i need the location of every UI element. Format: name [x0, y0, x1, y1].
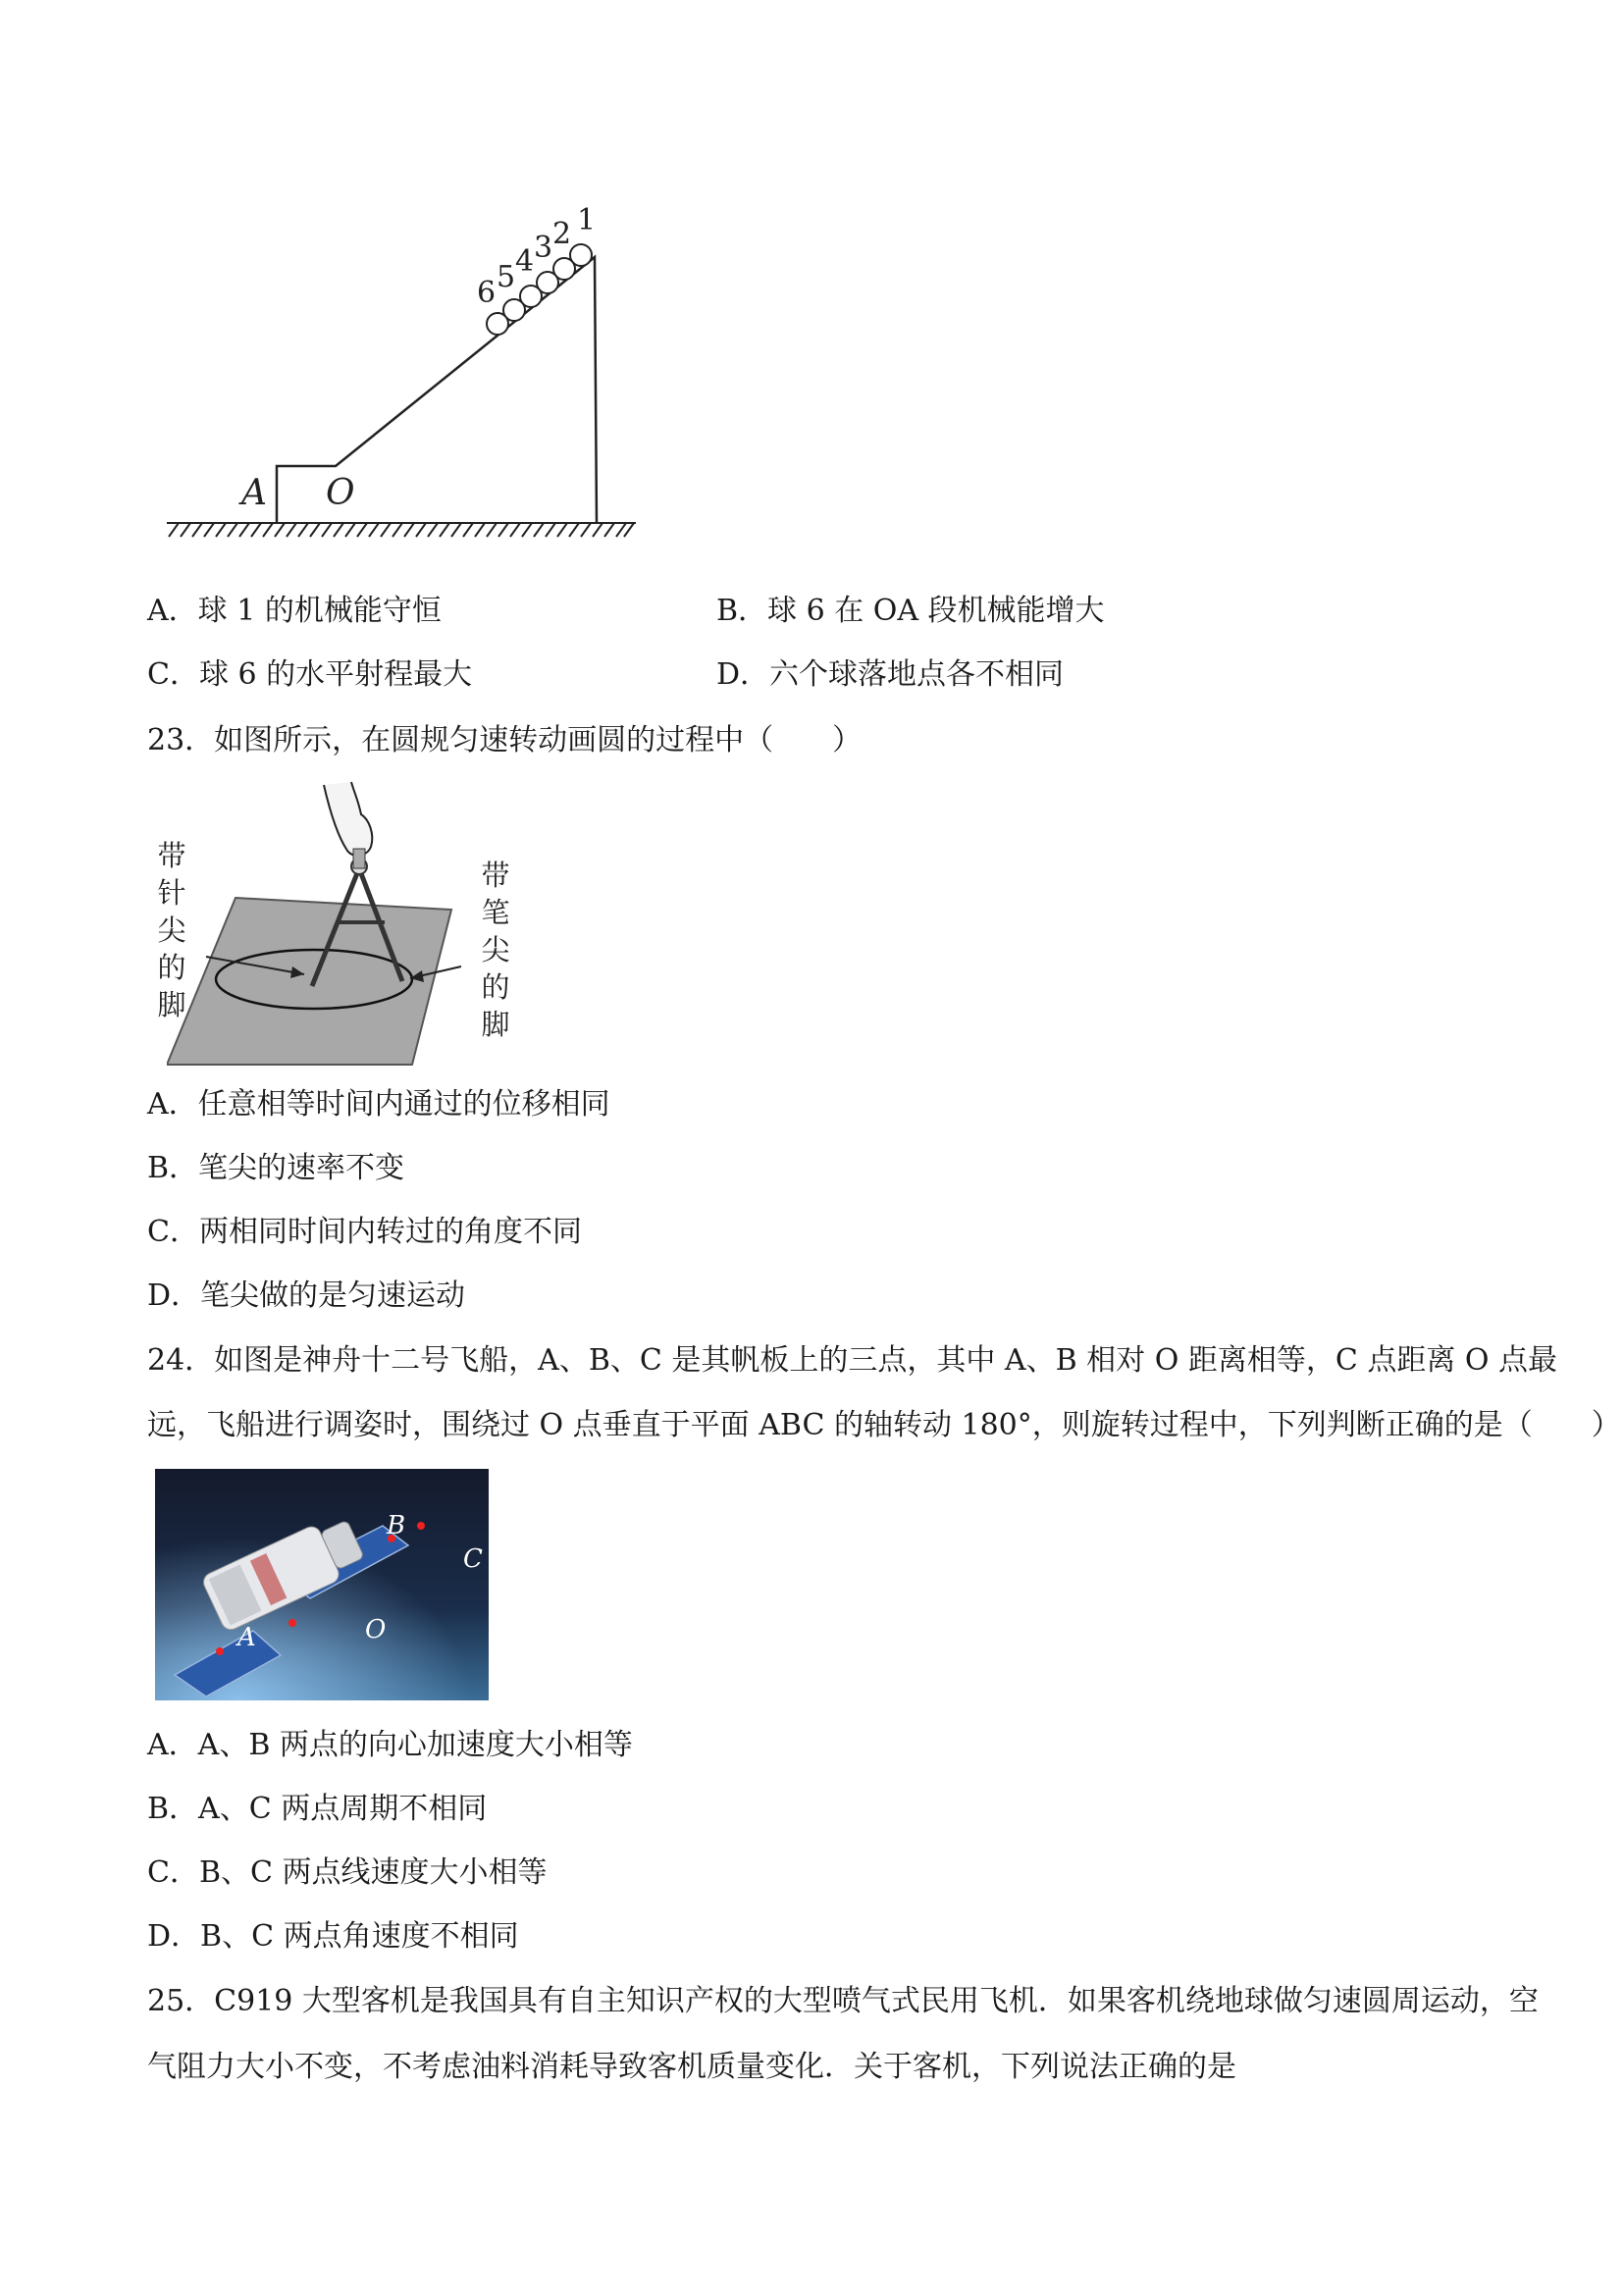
q25-stem-line-2: 气阻力大小不变，不考虑油料消耗导致客机质量变化．关于客机，下列说法正确的是	[147, 2050, 1236, 2084]
compass-handle	[353, 849, 365, 868]
ball-label-3: 3	[534, 231, 553, 265]
pen-foot-label	[479, 857, 512, 1043]
point-label-A: A	[241, 473, 267, 513]
ball-label-4: 4	[515, 244, 535, 279]
pen-label-char: 的	[481, 970, 510, 1004]
q23-stem: 23．如图所示，在圆规匀速转动画圆的过程中（ ）	[147, 723, 863, 757]
q23-option-c: C．两相同时间内转过的角度不同	[147, 1215, 582, 1249]
needle-label-char: 尖	[157, 913, 186, 947]
paper-sheet	[167, 898, 451, 1065]
pen-label-char: 笔	[481, 896, 510, 929]
q22-option-b: B．球 6 在 OA 段机械能增大	[716, 594, 1105, 628]
needle-label-char: 的	[157, 951, 186, 984]
incline-balls-figure	[157, 206, 648, 549]
point-A-marker	[216, 1647, 224, 1655]
q24-stem-line-2: 远，飞船进行调姿时，围绕过 O 点垂直于平面 ABC 的轴转动 180°，则旋转过程中，下列判断正确的是（ ）	[147, 1408, 1621, 1442]
hand-outline	[324, 782, 372, 856]
q25-stem-line-1: 25．C919 大型客机是我国具有自主知识产权的大型喷气式民用飞机．如果客机绕地球做匀速圆周运动，空	[147, 1984, 1539, 2018]
q23-option-b: B．笔尖的速率不变	[147, 1151, 405, 1185]
q24-option-c: C．B、C 两点线速度大小相等	[147, 1855, 548, 1890]
q22-option-c: C．球 6 的水平射程最大	[147, 657, 473, 692]
q24-option-d: D．B、C 两点角速度不相同	[147, 1919, 519, 1954]
compass-figure	[167, 780, 471, 1074]
pen-label-char: 脚	[481, 1008, 510, 1041]
needle-label-char: 脚	[157, 988, 186, 1021]
point-C-marker	[417, 1522, 425, 1530]
photo-label-B: B	[387, 1511, 406, 1540]
q22-option-a: A．球 1 的机械能守恒	[147, 594, 442, 628]
q23-option-a: A．任意相等时间内通过的位移相同	[147, 1087, 610, 1122]
ball-6	[487, 313, 508, 335]
photo-label-C: C	[463, 1544, 483, 1574]
q24-option-a: A．A、B 两点的向心加速度大小相等	[147, 1728, 633, 1762]
needle-label-char: 针	[157, 876, 186, 910]
needle-foot-label	[155, 837, 188, 1023]
spacecraft-photo	[155, 1469, 489, 1700]
incline-track	[277, 257, 597, 523]
pen-label-char: 带	[481, 859, 510, 892]
ball-label-5: 5	[497, 260, 516, 294]
q23-option-d: D．笔尖做的是匀速运动	[147, 1278, 466, 1313]
ground-hatching	[167, 523, 636, 537]
q24-stem-line-1: 24．如图是神舟十二号飞船，A、B、C 是其帆板上的三点，其中 A、B 相对 O 距离相等，C 点距离 O 点最	[147, 1343, 1557, 1378]
point-label-O: O	[326, 473, 355, 513]
photo-label-O: O	[365, 1615, 387, 1644]
q24-option-b: B．A、C 两点周期不相同	[147, 1792, 488, 1826]
ball-label-1: 1	[577, 206, 597, 237]
point-O-marker	[288, 1619, 296, 1627]
pen-label-char: 尖	[481, 933, 510, 966]
ball-label-6: 6	[477, 276, 497, 310]
ball-label-2: 2	[552, 217, 572, 251]
photo-label-A: A	[237, 1623, 256, 1652]
q22-option-d: D．六个球落地点各不相同	[716, 657, 1065, 692]
needle-label-char: 带	[157, 839, 186, 872]
